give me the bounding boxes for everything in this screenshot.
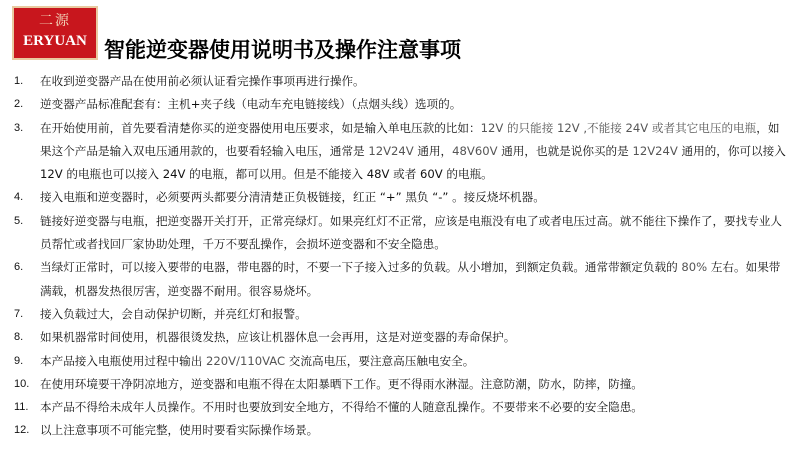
list-item-text: 12V 的只能接 12V ,不能接 24V 或者其它电压的电瓶 xyxy=(480,120,757,135)
list-item xyxy=(0,303,800,326)
list-item xyxy=(0,93,800,116)
list-item-text: 80% xyxy=(681,260,708,275)
logo-english-text: ERYUAN xyxy=(23,33,87,49)
list-item xyxy=(0,70,800,93)
list-item-number: 11. xyxy=(14,401,29,414)
list-item-number: 7. xyxy=(14,307,24,320)
list-item-text: 逆变器产品标准配套有：主机+夹子线（电动车充电链接线）（点烟头线）选项的。 xyxy=(40,97,462,112)
logo-chinese-text: 二源 xyxy=(39,13,71,29)
list-item-text: 在收到逆变器产品在使用前必须认证看完操作事项再进行操作。 xyxy=(40,74,365,88)
list-item-text: 通用， xyxy=(413,143,453,158)
list-item xyxy=(0,117,800,187)
list-item-text: 交流高电压，要注意高压触电安全。 xyxy=(285,353,475,368)
list-item-number: 4. xyxy=(14,191,24,204)
list-item-text: 通用的，你可以接入 12V 的电瓶也可以接入 24V 的电瓶，都可以用。但是不能接入 48V 或者 60V 的电瓶。 xyxy=(40,143,786,182)
list-item xyxy=(0,350,800,373)
list-item-text: ，如果这个产品是输入双电压通用款的，也要看轻输入电压，通常是 xyxy=(40,120,780,158)
list-item-number: 9. xyxy=(14,354,24,367)
list-item-number: 2. xyxy=(14,98,24,111)
list-item-text: 本产品不得给未成年人员操作。不用时也要放到安全地方，不得给不懂的人随意乱操作。不要带来不必要的安全隐患。 xyxy=(40,400,643,415)
list-item-text: 220V/110VAC xyxy=(206,353,286,368)
list-item xyxy=(0,326,800,349)
list-item-text: 本产品接入电瓶使用过程中输出 xyxy=(40,353,206,368)
list-item-text: 左右。如果带满载，机器发热很厉害，逆变器不耐用。很容易烧坏。 xyxy=(40,260,781,298)
list-item xyxy=(0,373,800,396)
list-item xyxy=(0,419,800,442)
list-item-number: 3. xyxy=(14,121,24,134)
list-item-number: 8. xyxy=(14,331,24,344)
list-item xyxy=(0,186,800,209)
list-item-text: 以上注意事项不可能完整，使用时要看实际操作场景。 xyxy=(40,423,319,438)
list-item-number: 12. xyxy=(14,424,30,437)
list-item-number: 5. xyxy=(14,214,24,227)
list-item-text: 在使用环境要干净阴凉地方，逆变器和电瓶不得在太阳暴晒下工作。更不得雨水淋湿。注意防潮，防水，防摔，防撞。 xyxy=(40,376,643,391)
list-item-text: 链接好逆变器与电瓶，把逆变器开关打开，正常亮绿灯。如果亮红灯不正常，应该是电瓶没有电了或者电压过高。就不能往下操作了，要找专业人员帮忙或者找回厂家协助处理，千万不要乱操作，会损坏逆变器和不安全隐患。 xyxy=(40,213,783,252)
list-item-text: 在开始使用前，首先要看清楚你买的逆变器使用电压要求，如是输入单电压款的比如： xyxy=(40,120,481,135)
list-item-number: 1. xyxy=(14,75,24,87)
list-item-text: 接入电瓶和逆变器时，必须要两头都要分清清楚正负极链接，红正 “+” 黑负 “-” 。接反烧坏机器。 xyxy=(40,190,545,205)
list-item-text: 12V24V xyxy=(368,143,414,158)
list-item xyxy=(0,210,800,257)
list-item-number: 6. xyxy=(14,261,24,274)
list-item xyxy=(0,256,800,303)
instruction-list xyxy=(0,70,800,443)
list-item-text: 12V24V xyxy=(632,143,678,158)
list-item-text: 48V60V xyxy=(452,143,498,158)
list-item-text: 接入负载过大，会自动保护切断，并亮红灯和报警。 xyxy=(40,306,307,321)
list-item-number: 10. xyxy=(14,377,30,390)
list-item xyxy=(0,396,800,419)
list-item-text: 当绿灯正常时，可以接入要带的电器，带电器的时，不要一下子接入过多的负载。从小增加，到额定负载。通常带额定负载的 xyxy=(40,260,682,275)
list-item-text: 如果机器常时间使用，机器很烫发热，应该让机器休息一会再用，这是对逆变器的寿命保护。 xyxy=(40,330,516,345)
document-title: 智能逆变器使用说明书及操作注意事项 xyxy=(104,38,461,62)
list-item-text: 通用，也就是说你买的是 xyxy=(497,143,633,158)
brand-logo xyxy=(12,6,98,60)
